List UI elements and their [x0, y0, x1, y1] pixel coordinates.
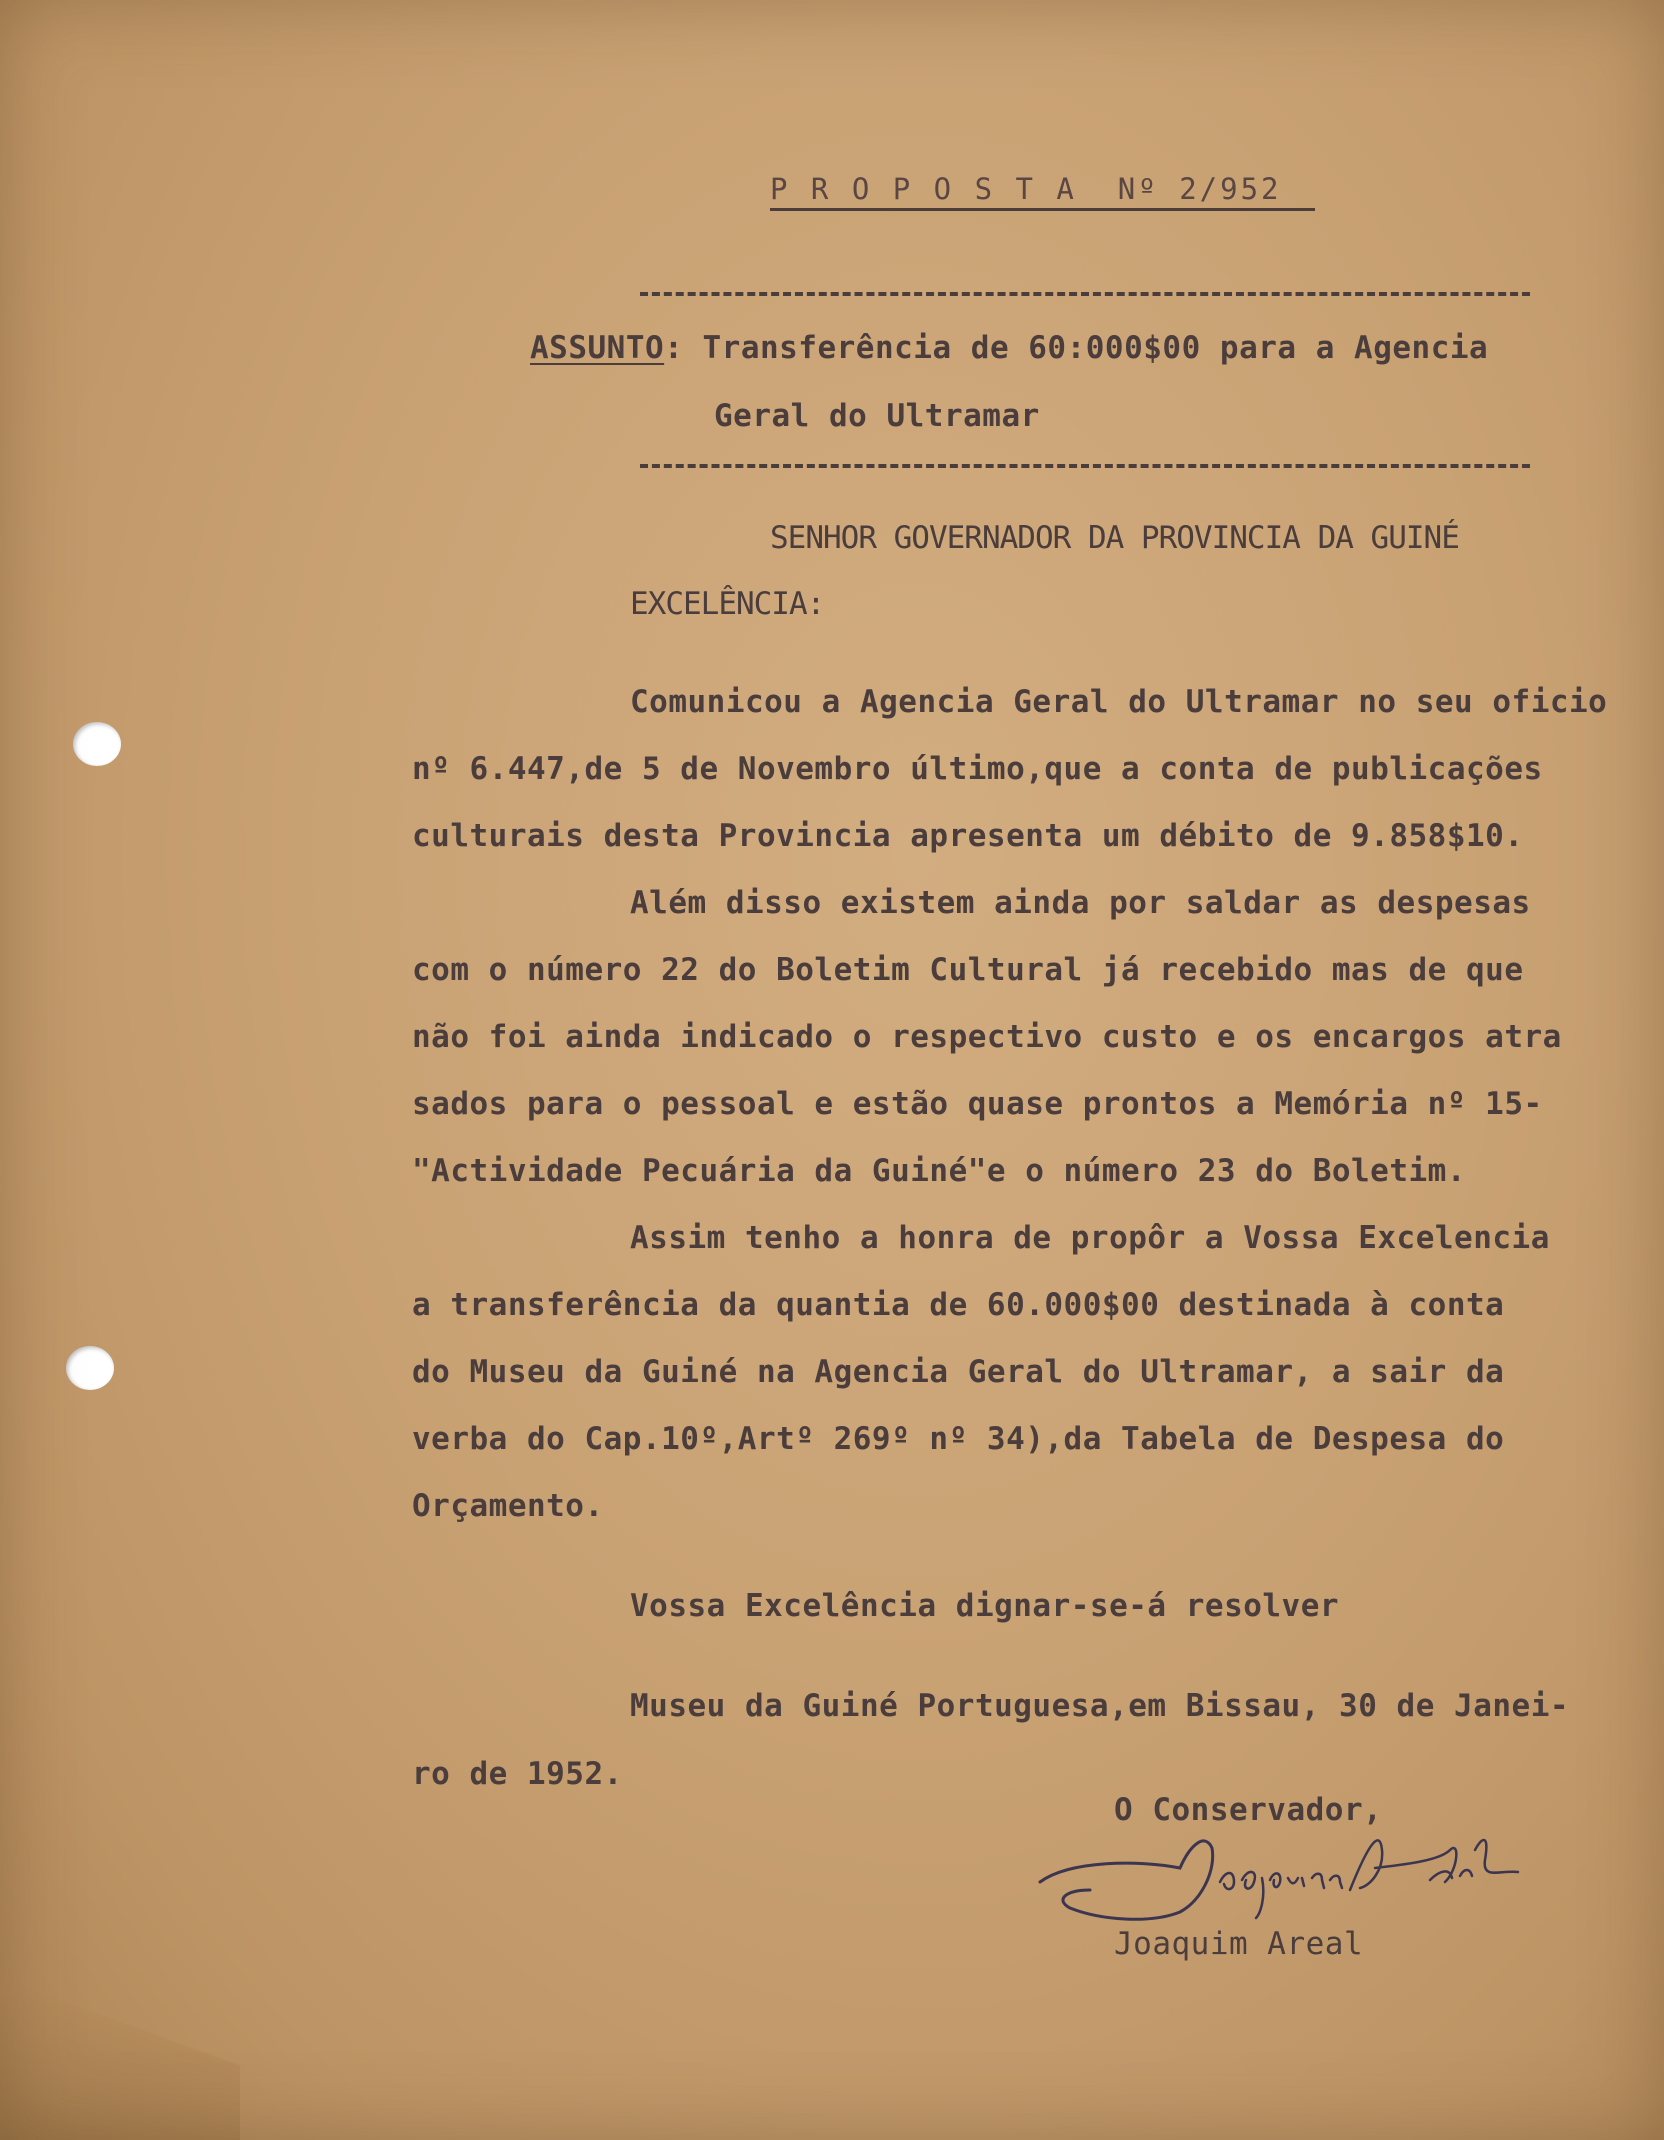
dashed-rule-top [640, 292, 1530, 296]
signer-name: Joaquim Areal [1114, 1926, 1364, 1962]
body-line-10: a transferência da quantia de 60.000$00 destinada à conta [412, 1287, 1505, 1323]
punch-hole-top [73, 722, 121, 766]
handwritten-signature [1030, 1820, 1530, 1930]
subject-colon: : [664, 330, 684, 366]
body-line-12: verba do Cap.10º,Artº 269º nº 34),da Tabela de Despesa do [412, 1421, 1505, 1457]
salutation: SENHOR GOVERNADOR DA PROVINCIA DA GUINÉ [770, 520, 1459, 556]
body-line-6 [412, 1017, 1562, 1057]
closing-formula: Vossa Excelência dignar-se-á resolver [630, 1588, 1340, 1624]
body-line-7: sados para o pessoal e estão quase prontos a Memória nº 15- [412, 1086, 1543, 1122]
place-date-line-2: ro de 1952. [412, 1756, 623, 1792]
body-line-4: Além disso existem ainda por saldar as despesas [630, 885, 1531, 921]
body-line-8: "Actividade Pecuária da Guiné"e o número 23 do Boletim. [412, 1153, 1466, 1189]
body-line-1: Comunicou a Agencia Geral do Ultramar no seu oficio [630, 684, 1608, 720]
subject-text-1: Transferência de 60:000$00 para a Agencia [683, 330, 1489, 366]
signer-title: O Conservador, [1114, 1792, 1383, 1828]
body-line-13: Orçamento. [412, 1488, 604, 1524]
punch-hole-bottom [66, 1346, 114, 1390]
subject-line-2: Geral do Ultramar [714, 398, 1040, 434]
body-line-5: com o número 22 do Boletim Cultural já recebido mas de que [412, 952, 1524, 988]
body-line-2: nº 6.447,de 5 de Novembro último,que a conta de publicações [412, 751, 1543, 787]
subject-label: ASSUNTO [530, 330, 665, 366]
place-date-line-1: Museu da Guiné Portuguesa,em Bissau, 30 de Janei- [630, 1688, 1570, 1724]
subject-line-1 [530, 328, 1488, 368]
body-line-9: Assim tenho a honra de propôr a Vossa Excelencia [630, 1220, 1550, 1256]
dashed-rule-bottom [640, 464, 1530, 468]
body-line-6-text: não foi ainda indicado o respectivo custo e os encargos atra [412, 1019, 1562, 1055]
body-line-3: culturais desta Provincia apresenta um débito de 9.858$10. [412, 818, 1524, 854]
body-line-11: do Museu da Guiné na Agencia Geral do Ultramar, a sair da [412, 1354, 1505, 1390]
folded-corner [0, 1960, 240, 2140]
document-title: P R O P O S T A Nº 2/952 [770, 172, 1315, 211]
excellency-heading: EXCELÊNCIA: [630, 586, 825, 622]
